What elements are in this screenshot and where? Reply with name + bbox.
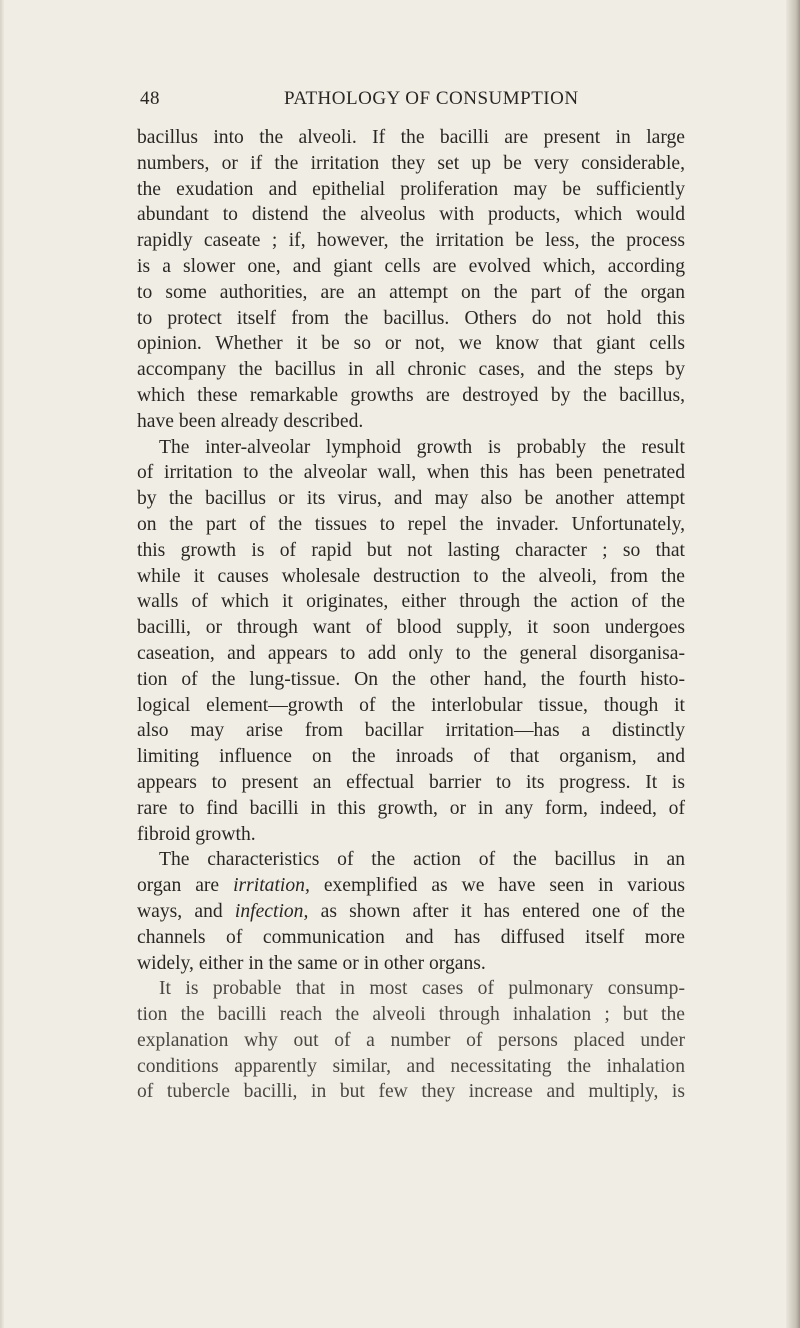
text-line: It is probable that in most cases of pulmonary consump- — [159, 978, 685, 1000]
text-line: widely, either in the same or in other organs. — [137, 952, 486, 974]
text-line: which these remarkable growths are destroyed by the bacillus, — [137, 384, 685, 406]
text-line: by the bacillus or its virus, and may also be another attempt — [137, 488, 685, 510]
page-edge-right — [786, 0, 800, 1328]
text-line: abundant to distend the alveolus with products, which would — [137, 204, 685, 226]
text-line: explanation why out of a number of persons placed under — [137, 1029, 685, 1051]
text-line: to some authorities, are an attempt on the part of the organ — [137, 281, 685, 303]
paragraph-4 — [137, 976, 685, 1105]
text-line: opinion. Whether it be so or not, we know that giant cells — [137, 333, 685, 355]
page-title: PATHOLOGY OF CONSUMPTION — [284, 88, 579, 109]
body-text — [137, 125, 685, 1105]
text-run: organ are — [137, 875, 220, 897]
page-number: 48 — [140, 88, 160, 109]
text-line: tion the bacilli reach the alveoli through inhalation ; but the — [137, 1004, 685, 1026]
italic-term: infection, — [234, 900, 309, 922]
text-line: of tubercle bacilli, in but few they increase and multiply, is — [137, 1081, 685, 1103]
text-line: channels of communication and has diffused itself more — [137, 926, 685, 948]
text-line: have been already described. — [137, 410, 364, 432]
text-line: to protect itself from the bacillus. Others do not hold this — [137, 307, 685, 329]
text-line: conditions apparently similar, and necessitating the inhalation — [137, 1055, 685, 1077]
paragraph-1 — [137, 125, 685, 435]
text-line: walls of which it originates, either through the action of the — [137, 591, 685, 613]
paragraph-2 — [137, 435, 685, 848]
text-line: logical element—growth of the interlobular tissue, though it — [137, 694, 685, 716]
text-run: exemplified as we have seen in various — [323, 875, 685, 897]
text-line: bacilli, or through want of blood supply, it soon undergoes — [137, 617, 685, 639]
text-run: ways, and — [137, 900, 223, 922]
text-line: bacillus into the alveoli. If the bacilli are present in large — [137, 127, 685, 148]
text-line-mixed — [137, 873, 685, 899]
text-line: also may arise from bacillar irritation—has a distinctly — [137, 720, 685, 742]
text-line: of irritation to the alveolar wall, when this has been penetrated — [137, 462, 685, 484]
text-line: fibroid growth. — [137, 823, 256, 845]
running-head — [140, 88, 680, 118]
text-line: The inter-alveolar lymphoid growth is probably the result — [159, 436, 685, 458]
text-line: the exudation and epithelial proliferation may be sufficiently — [137, 178, 685, 200]
text-line: numbers, or if the irritation they set up be very considerable, — [137, 152, 685, 174]
text-line: rare to find bacilli in this growth, or in any form, indeed, of — [137, 797, 685, 819]
text-line-mixed — [137, 899, 685, 925]
text-line: while it causes wholesale destruction to the alveoli, from the — [137, 565, 685, 587]
text-line: rapidly caseate ; if, however, the irritation be less, the process — [137, 230, 685, 252]
text-line: on the part of the tissues to repel the invader. Unfortunately, — [137, 513, 685, 535]
text-line: The characteristics of the action of the bacillus in an — [159, 849, 685, 871]
paragraph-3 — [137, 847, 685, 976]
page-edge-left — [0, 0, 4, 1328]
text-line: limiting influence on the inroads of that organism, and — [137, 746, 685, 768]
italic-term: irritation, — [233, 875, 310, 897]
text-line: accompany the bacillus in all chronic cases, and the steps by — [137, 359, 685, 381]
text-line: caseation, and appears to add only to the general disorganisa- — [137, 642, 685, 664]
text-run: as shown after it has entered one of the — [320, 900, 685, 922]
text-line: is a slower one, and giant cells are evolved which, according — [137, 255, 685, 277]
text-line: tion of the lung-tissue. On the other hand, the fourth histo- — [137, 668, 685, 690]
text-line: appears to present an effectual barrier to its progress. It is — [137, 771, 685, 793]
text-line: this growth is of rapid but not lasting character ; so that — [137, 539, 685, 561]
